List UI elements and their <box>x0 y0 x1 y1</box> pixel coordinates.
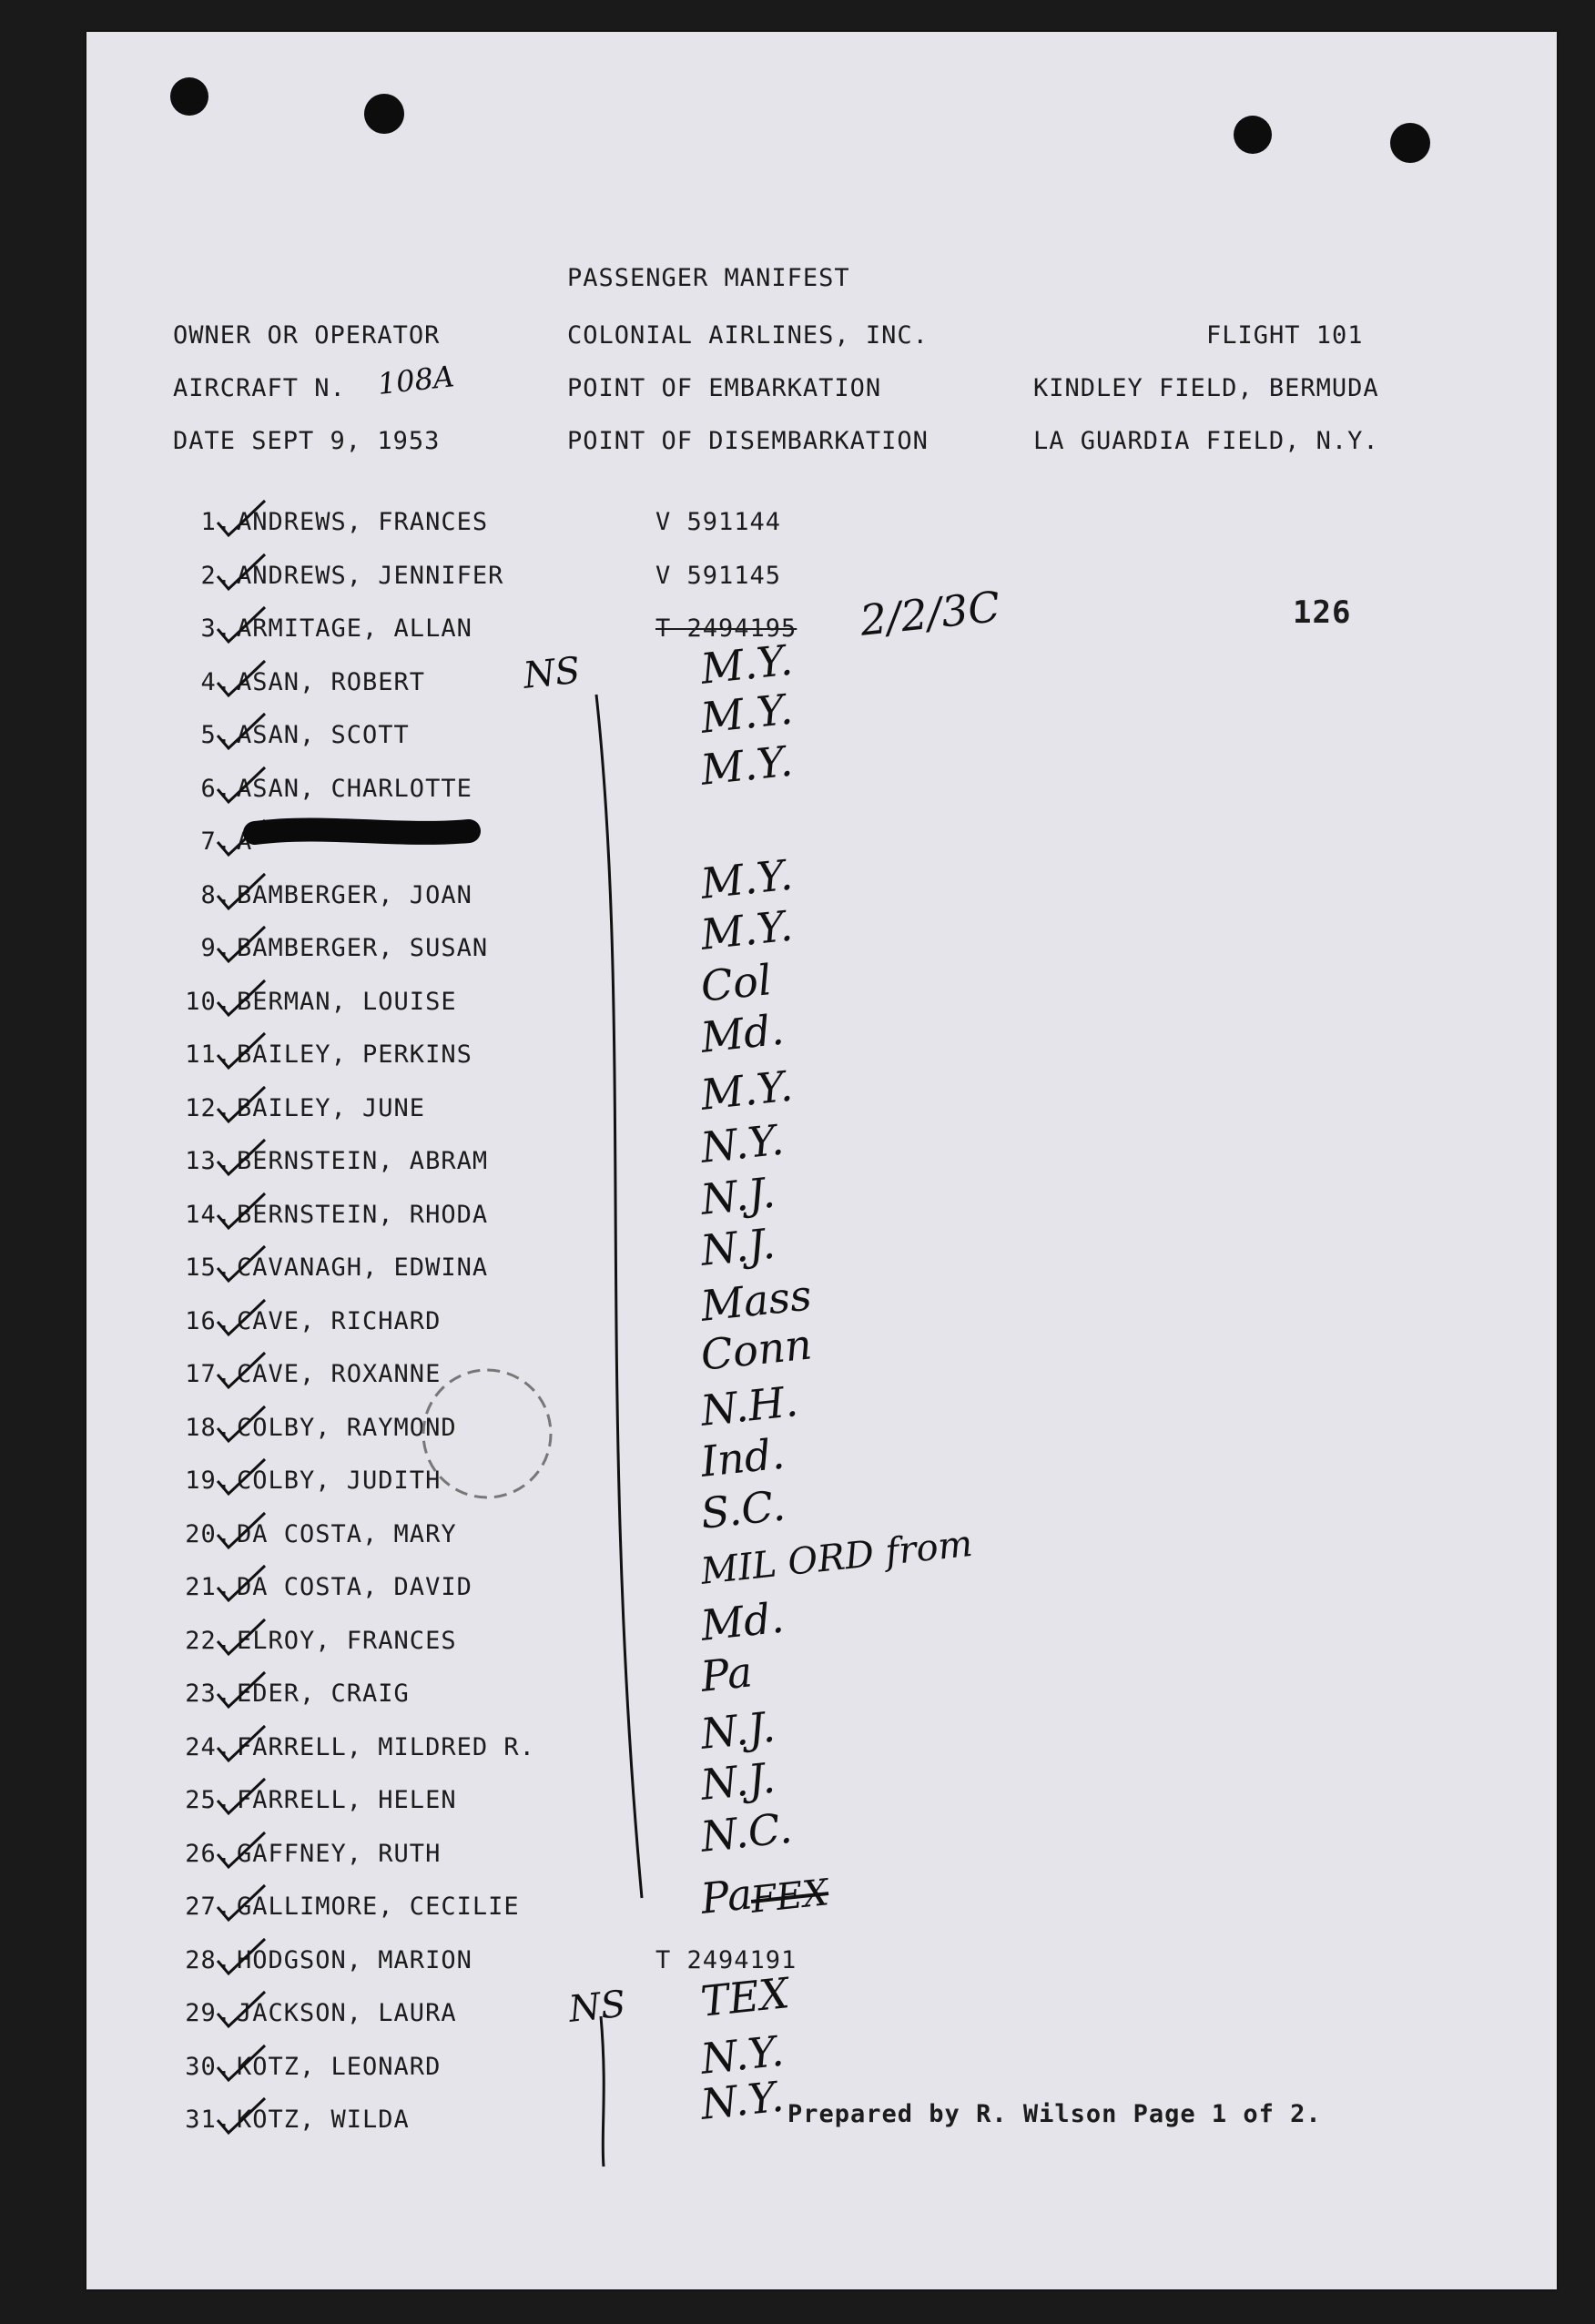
row-number: 31. <box>185 2106 232 2134</box>
handwritten-note: Conn <box>698 1319 815 1380</box>
margin-note: NS <box>521 649 583 697</box>
passenger-name: KOTZ, WILDA <box>237 2106 410 2134</box>
handwritten-note: N.C. <box>698 1802 795 1862</box>
passenger-name: ARMITAGE, ALLAN <box>237 614 472 643</box>
row-number: 20. <box>185 1519 232 1548</box>
document-number: T 2494195 <box>655 614 798 643</box>
row-number: 7. <box>200 827 232 856</box>
row-number: 17. <box>185 1360 232 1388</box>
passenger-name: BAMBERGER, SUSAN <box>237 934 489 962</box>
handwritten-note: N.Y. <box>698 2071 787 2129</box>
row-number: 15. <box>185 1253 232 1282</box>
stamp-mark <box>423 1370 551 1497</box>
passenger-name: CAVE, RICHARD <box>237 1306 442 1335</box>
row-number: 21. <box>185 1573 232 1601</box>
passenger-name: GAFFNEY, RUTH <box>237 1839 442 1868</box>
annotation-overlay <box>86 32 1557 2289</box>
embark-value: KINDLEY FIELD, BERMUDA <box>1033 374 1379 402</box>
handwritten-note: N.J. <box>698 1218 777 1275</box>
row-number: 22. <box>185 1626 232 1655</box>
owner-value: COLONIAL AIRLINES, INC. <box>567 321 929 350</box>
passenger-name: GALLIMORE, CECILIE <box>237 1893 520 1921</box>
manifest-date: DATE SEPT 9, 1953 <box>173 427 441 455</box>
aircraft-label: AIRCRAFT N. <box>173 374 346 402</box>
passenger-name: ASAN, ROBERT <box>237 667 426 696</box>
passenger-name: COLBY, RAYMOND <box>237 1413 457 1442</box>
row-number: 30. <box>185 2052 232 2081</box>
passenger-name: DA COSTA, MARY <box>237 1519 457 1548</box>
passenger-name: EDER, CRAIG <box>237 1680 410 1708</box>
handwritten-note: 2/2/3C <box>858 582 1002 645</box>
prepared-by-footer: Prepared by R. Wilson Page 1 of 2. <box>787 2100 1322 2128</box>
page-number: 126 <box>1293 594 1352 631</box>
handwritten-note: M.Y. <box>698 1061 796 1120</box>
passenger-name: A <box>237 827 253 856</box>
passenger-name: FARRELL, MILDRED R. <box>237 1732 535 1761</box>
disembark-value: LA GUARDIA FIELD, N.Y. <box>1033 427 1379 455</box>
crossed-out-note: FEX <box>748 1872 831 1922</box>
embark-label: POINT OF EMBARKATION <box>567 374 882 402</box>
handwritten-note: M.Y. <box>698 849 796 908</box>
handwritten-note: M.Y. <box>698 900 796 959</box>
row-number: 2. <box>200 561 232 590</box>
handwritten-note: M.Y. <box>698 634 796 694</box>
row-number: 28. <box>185 1945 232 1974</box>
row-number: 6. <box>200 774 232 803</box>
row-number: 14. <box>185 1200 232 1229</box>
flight-number: FLIGHT 101 <box>1206 321 1364 350</box>
handwritten-note: MIL ORD from <box>698 1522 975 1593</box>
handwritten-note: Ind. <box>698 1428 787 1487</box>
handwritten-note: M.Y. <box>698 736 796 795</box>
row-number: 13. <box>185 1147 232 1175</box>
bracket-line <box>601 2016 604 2167</box>
passenger-name: BERNSTEIN, RHODA <box>237 1200 489 1229</box>
passenger-name: ANDREWS, JENNIFER <box>237 561 504 590</box>
row-number: 24. <box>185 1732 232 1761</box>
handwritten-note: Pa <box>698 1647 755 1701</box>
passenger-name: KOTZ, LEONARD <box>237 2052 442 2081</box>
row-number: 26. <box>185 1839 232 1868</box>
passenger-name: ASAN, CHARLOTTE <box>237 774 472 803</box>
handwritten-note: M.Y. <box>698 684 796 743</box>
row-number: 16. <box>185 1306 232 1335</box>
handwritten-note: N.H. <box>698 1375 800 1436</box>
row-number: 27. <box>185 1893 232 1921</box>
handwritten-note: N.J. <box>698 1752 777 1810</box>
handwritten-note: Md. <box>698 1592 787 1650</box>
row-number: 25. <box>185 1786 232 1814</box>
passenger-name: CAVANAGH, EDWINA <box>237 1253 489 1282</box>
row-number: 18. <box>185 1413 232 1442</box>
aircraft-value: 108A <box>376 359 456 401</box>
handwritten-note: Pa <box>698 1869 755 1923</box>
document-number: V 591145 <box>655 561 782 590</box>
passenger-name: BAILEY, PERKINS <box>237 1040 472 1069</box>
row-number: 10. <box>185 987 232 1016</box>
owner-label: OWNER OR OPERATOR <box>173 321 441 350</box>
handwritten-note: S.C. <box>698 1479 788 1538</box>
handwritten-note: N.J. <box>698 1701 777 1759</box>
passenger-name: HODGSON, MARION <box>237 1945 472 1974</box>
disembark-label: POINT OF DISEMBARKATION <box>567 427 929 455</box>
row-number: 23. <box>185 1680 232 1708</box>
handwritten-note: N.Y. <box>698 1114 787 1172</box>
row-number: 29. <box>185 1999 232 2027</box>
handwritten-note: N.Y. <box>698 2025 787 2084</box>
passenger-name: BERNSTEIN, ABRAM <box>237 1147 489 1175</box>
passenger-name: ELROY, FRANCES <box>237 1626 457 1655</box>
passenger-name: BERMAN, LOUISE <box>237 987 457 1016</box>
row-number: 11. <box>185 1040 232 1069</box>
document-number: T 2494191 <box>655 1945 798 1974</box>
passenger-name: ASAN, SCOTT <box>237 721 410 749</box>
row-number: 1. <box>200 508 232 536</box>
document-number: V 591144 <box>655 508 782 536</box>
handwritten-note: Col <box>698 954 775 1011</box>
passenger-name: CAVE, ROXANNE <box>237 1360 442 1388</box>
passenger-name: FARRELL, HELEN <box>237 1786 457 1814</box>
row-number: 19. <box>185 1466 232 1495</box>
handwritten-note: Mass <box>698 1269 814 1331</box>
passenger-name: ANDREWS, FRANCES <box>237 508 489 536</box>
passenger-name: JACKSON, LAURA <box>237 1999 457 2027</box>
handwritten-note: TEX <box>698 1968 792 2026</box>
passenger-name: COLBY, JUDITH <box>237 1466 442 1495</box>
row-number: 4. <box>200 667 232 696</box>
redaction-mark <box>255 829 469 833</box>
row-number: 3. <box>200 614 232 643</box>
page-title: PASSENGER MANIFEST <box>567 264 850 292</box>
passenger-name: BAILEY, JUNE <box>237 1093 426 1122</box>
handwritten-note: Md. <box>698 1004 787 1062</box>
row-number: 9. <box>200 934 232 962</box>
margin-note: NS <box>566 1983 628 2031</box>
row-number: 12. <box>185 1093 232 1122</box>
row-number: 5. <box>200 721 232 749</box>
handwritten-note: N.J. <box>698 1167 777 1224</box>
passenger-name: DA COSTA, DAVID <box>237 1573 472 1601</box>
passenger-name: BAMBERGER, JOAN <box>237 880 472 909</box>
row-number: 8. <box>200 880 232 909</box>
manifest-page <box>86 32 1557 2289</box>
bracket-line <box>596 695 642 1898</box>
